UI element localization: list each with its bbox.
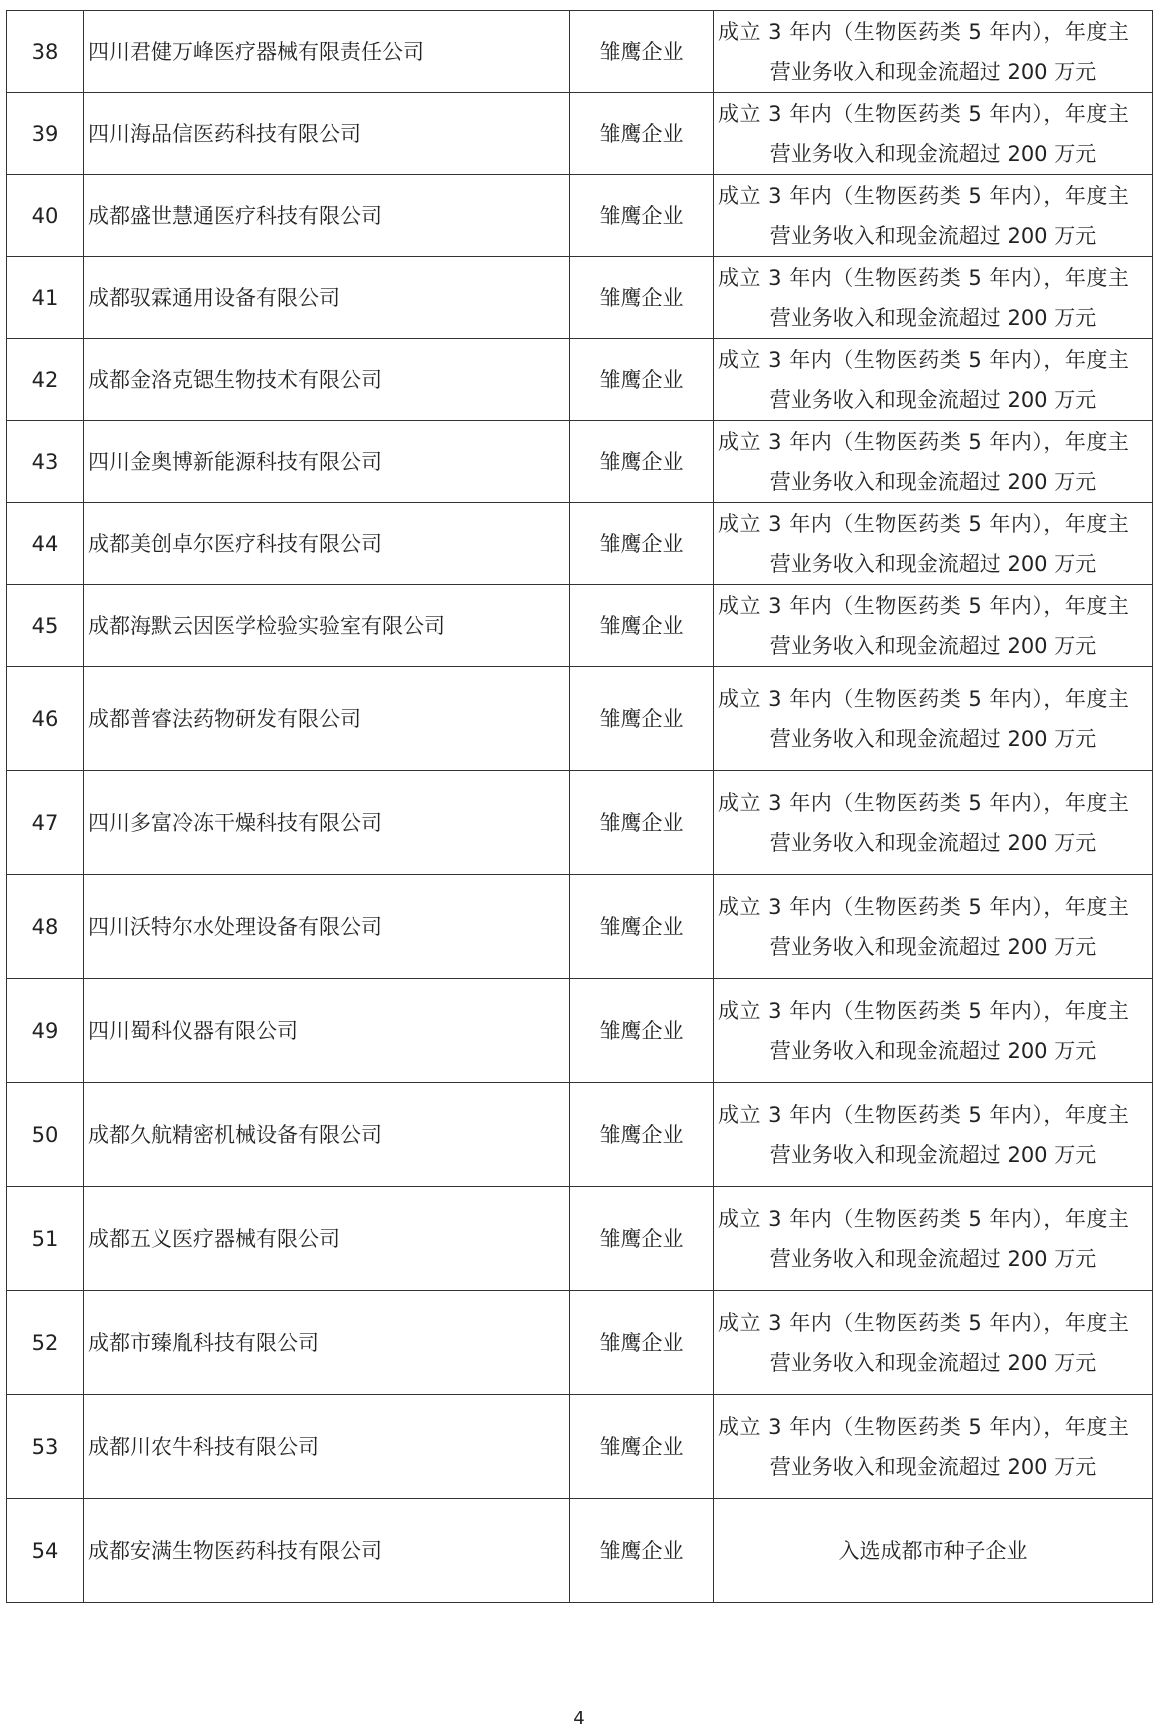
enterprise-type: 雏鹰企业 (570, 585, 714, 667)
enterprise-type: 雏鹰企业 (570, 979, 714, 1083)
company-name: 四川沃特尔水处理设备有限公司 (84, 875, 570, 979)
company-name: 成都五义医疗器械有限公司 (84, 1187, 570, 1291)
qualification-condition (714, 875, 1153, 979)
enterprise-type: 雏鹰企业 (570, 1187, 714, 1291)
row-number: 44 (7, 503, 84, 585)
table-row (7, 585, 1153, 667)
company-name: 成都美创卓尔医疗科技有限公司 (84, 503, 570, 585)
enterprise-type: 雏鹰企业 (570, 667, 714, 771)
enterprise-type: 雏鹰企业 (570, 93, 714, 175)
row-number: 51 (7, 1187, 84, 1291)
enterprise-type: 雏鹰企业 (570, 257, 714, 339)
condition-line-2: 营业务收入和现金流超过 200 万元 (769, 1038, 1097, 1063)
condition-line-1: 成立 3 年内（生物医药类 5 年内），年度主 (718, 998, 1130, 1023)
condition-line-1: 成立 3 年内（生物医药类 5 年内），年度主 (718, 593, 1130, 618)
table-row (7, 1291, 1153, 1395)
row-number: 46 (7, 667, 84, 771)
table-row (7, 771, 1153, 875)
table-body (7, 11, 1153, 1603)
enterprise-type: 雏鹰企业 (570, 1083, 714, 1187)
table-row (7, 175, 1153, 257)
condition-line-2: 营业务收入和现金流超过 200 万元 (769, 633, 1097, 658)
table-row (7, 11, 1153, 93)
condition-line-1: 成立 3 年内（生物医药类 5 年内），年度主 (718, 265, 1130, 290)
enterprise-type: 雏鹰企业 (570, 339, 714, 421)
qualification-condition (714, 1083, 1153, 1187)
enterprise-type: 雏鹰企业 (570, 503, 714, 585)
condition-line-1: 成立 3 年内（生物医药类 5 年内），年度主 (718, 894, 1130, 919)
condition-line-1: 成立 3 年内（生物医药类 5 年内），年度主 (718, 686, 1130, 711)
condition-line-1: 成立 3 年内（生物医药类 5 年内），年度主 (718, 790, 1130, 815)
row-number: 53 (7, 1395, 84, 1499)
row-number: 49 (7, 979, 84, 1083)
condition-line-2: 营业务收入和现金流超过 200 万元 (769, 551, 1097, 576)
condition-line-2: 营业务收入和现金流超过 200 万元 (769, 305, 1097, 330)
row-number: 39 (7, 93, 84, 175)
company-name: 成都久航精密机械设备有限公司 (84, 1083, 570, 1187)
company-name: 四川金奥博新能源科技有限公司 (84, 421, 570, 503)
row-number: 42 (7, 339, 84, 421)
company-name: 成都盛世慧通医疗科技有限公司 (84, 175, 570, 257)
qualification-condition (714, 1187, 1153, 1291)
condition-line-2: 营业务收入和现金流超过 200 万元 (769, 726, 1097, 751)
qualification-condition (714, 1395, 1153, 1499)
company-name: 四川海品信医药科技有限公司 (84, 93, 570, 175)
qualification-condition (714, 503, 1153, 585)
qualification-condition (714, 257, 1153, 339)
condition-line-1: 成立 3 年内（生物医药类 5 年内），年度主 (718, 1206, 1130, 1231)
enterprise-list-table (6, 10, 1153, 1603)
condition-line-1: 成立 3 年内（生物医药类 5 年内），年度主 (718, 19, 1130, 44)
table-row (7, 667, 1153, 771)
row-number: 40 (7, 175, 84, 257)
qualification-condition (714, 1291, 1153, 1395)
row-number: 52 (7, 1291, 84, 1395)
condition-line-2: 营业务收入和现金流超过 200 万元 (769, 223, 1097, 248)
company-name: 四川蜀科仪器有限公司 (84, 979, 570, 1083)
condition-line-2: 营业务收入和现金流超过 200 万元 (769, 1246, 1097, 1271)
condition-line-1: 成立 3 年内（生物医药类 5 年内），年度主 (718, 429, 1130, 454)
condition-line-1: 成立 3 年内（生物医药类 5 年内），年度主 (718, 1102, 1130, 1127)
page-number: 4 (573, 1708, 585, 1729)
condition-line-1: 成立 3 年内（生物医药类 5 年内），年度主 (718, 101, 1130, 126)
condition-line-1: 成立 3 年内（生物医药类 5 年内），年度主 (718, 511, 1130, 536)
table-row (7, 979, 1153, 1083)
company-name: 成都驭霖通用设备有限公司 (84, 257, 570, 339)
enterprise-type: 雏鹰企业 (570, 1499, 714, 1603)
company-name: 成都海默云因医学检验实验室有限公司 (84, 585, 570, 667)
condition-line-2: 营业务收入和现金流超过 200 万元 (769, 1350, 1097, 1375)
table-row (7, 421, 1153, 503)
condition-line-2: 营业务收入和现金流超过 200 万元 (769, 830, 1097, 855)
condition-line-1: 成立 3 年内（生物医药类 5 年内），年度主 (718, 347, 1130, 372)
enterprise-type: 雏鹰企业 (570, 1395, 714, 1499)
company-name: 成都市臻胤科技有限公司 (84, 1291, 570, 1395)
row-number: 50 (7, 1083, 84, 1187)
qualification-condition (714, 667, 1153, 771)
company-name: 成都普睿法药物研发有限公司 (84, 667, 570, 771)
table-row (7, 339, 1153, 421)
row-number: 41 (7, 257, 84, 339)
enterprise-type: 雏鹰企业 (570, 771, 714, 875)
qualification-condition (714, 175, 1153, 257)
table-row (7, 1499, 1153, 1603)
condition-line-2: 营业务收入和现金流超过 200 万元 (769, 387, 1097, 412)
company-name: 四川君健万峰医疗器械有限责任公司 (84, 11, 570, 93)
condition-line-2: 营业务收入和现金流超过 200 万元 (769, 141, 1097, 166)
row-number: 38 (7, 11, 84, 93)
condition-line-1: 成立 3 年内（生物医药类 5 年内），年度主 (718, 1310, 1130, 1335)
condition-line-2: 营业务收入和现金流超过 200 万元 (769, 59, 1097, 84)
enterprise-type: 雏鹰企业 (570, 1291, 714, 1395)
row-number: 43 (7, 421, 84, 503)
table-row (7, 875, 1153, 979)
table-row (7, 93, 1153, 175)
enterprise-type: 雏鹰企业 (570, 175, 714, 257)
row-number: 45 (7, 585, 84, 667)
condition-line-2: 入选成都市种子企业 (838, 1538, 1028, 1563)
condition-line-2: 营业务收入和现金流超过 200 万元 (769, 1454, 1097, 1479)
row-number: 48 (7, 875, 84, 979)
table-row (7, 503, 1153, 585)
qualification-condition (714, 585, 1153, 667)
table-row (7, 257, 1153, 339)
table-row (7, 1083, 1153, 1187)
condition-line-1: 成立 3 年内（生物医药类 5 年内），年度主 (718, 1414, 1130, 1439)
qualification-condition (714, 771, 1153, 875)
enterprise-type: 雏鹰企业 (570, 11, 714, 93)
table-row (7, 1187, 1153, 1291)
condition-line-2: 营业务收入和现金流超过 200 万元 (769, 469, 1097, 494)
qualification-condition (714, 1499, 1153, 1603)
condition-line-2: 营业务收入和现金流超过 200 万元 (769, 934, 1097, 959)
row-number: 54 (7, 1499, 84, 1603)
table-row (7, 1395, 1153, 1499)
qualification-condition (714, 979, 1153, 1083)
condition-line-2: 营业务收入和现金流超过 200 万元 (769, 1142, 1097, 1167)
row-number: 47 (7, 771, 84, 875)
qualification-condition (714, 11, 1153, 93)
enterprise-type: 雏鹰企业 (570, 875, 714, 979)
qualification-condition (714, 93, 1153, 175)
qualification-condition (714, 339, 1153, 421)
qualification-condition (714, 421, 1153, 503)
enterprise-type: 雏鹰企业 (570, 421, 714, 503)
company-name: 四川多富冷冻干燥科技有限公司 (84, 771, 570, 875)
company-name: 成都川农牛科技有限公司 (84, 1395, 570, 1499)
condition-line-1: 成立 3 年内（生物医药类 5 年内），年度主 (718, 183, 1130, 208)
company-name: 成都金洛克锶生物技术有限公司 (84, 339, 570, 421)
company-name: 成都安满生物医药科技有限公司 (84, 1499, 570, 1603)
